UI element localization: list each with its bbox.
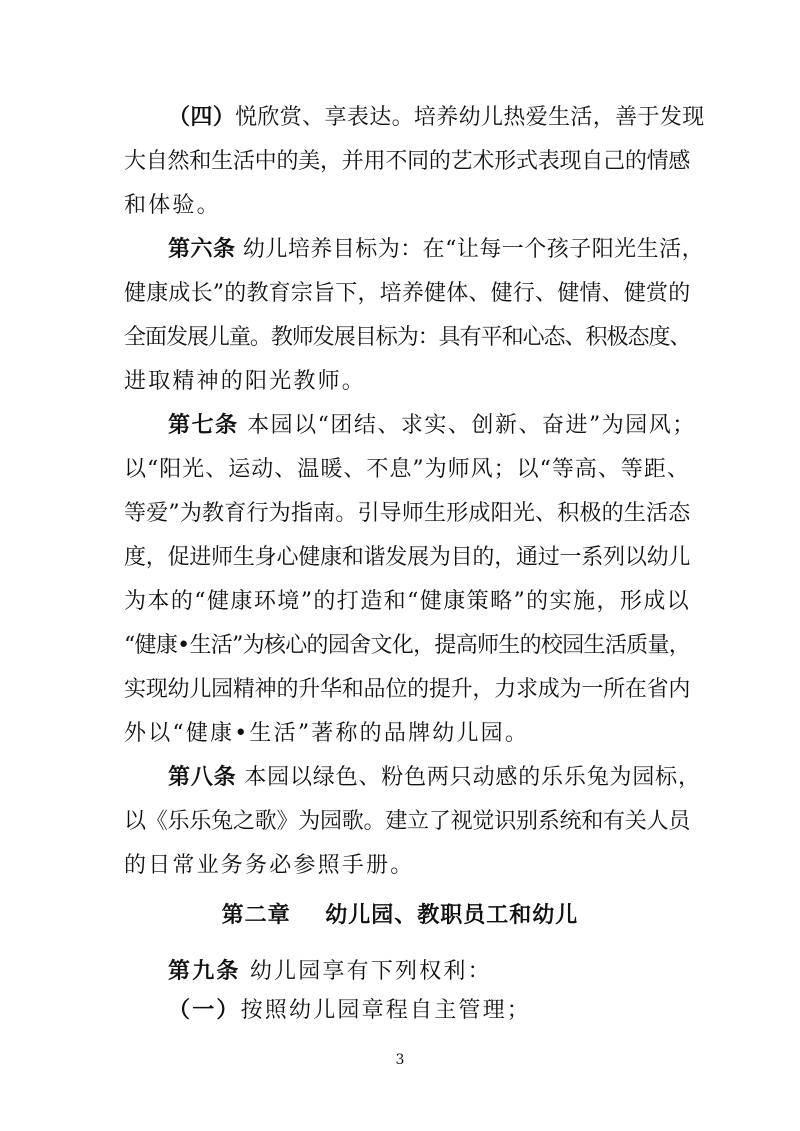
paragraph-text: 按照幼儿园章程自主管理； — [240, 998, 532, 1023]
paragraph-line: 等爱”为教育行为指南。引导师生形成阳光、积极的生活态 — [124, 501, 691, 526]
paragraph-line — [168, 235, 704, 265]
article-heading: 第六条 — [168, 237, 236, 262]
paragraph-text: 幼儿培养目标为：在“让每一个孩子阳光生活， — [242, 237, 705, 262]
paragraph-line — [168, 996, 531, 1026]
paragraph-line — [168, 103, 705, 133]
paragraph-text: 本园以“团结、求实、创新、奋进”为园风； — [247, 413, 696, 438]
paragraph-text: 本园以绿色、粉色两只动感的乐乐兔为园标， — [244, 765, 701, 790]
item-number: （四） — [168, 105, 236, 130]
paragraph-line: 以《乐乐兔之歌》为园歌。建立了视觉识别系统和有关人员 — [124, 809, 691, 834]
article-heading: 第八条 — [168, 765, 237, 790]
chapter-title: 第二章 幼儿园、教职员工和幼儿 — [221, 903, 579, 928]
paragraph-line: 实现幼儿园精神的升华和品位的提升，力求成为一所在省内 — [124, 677, 691, 702]
paragraph-line: 全面发展儿童。教师发展目标为：具有平和心态、积极态度、 — [124, 325, 691, 350]
paragraph-line: 外以“健康•生活”著称的品牌幼儿园。 — [124, 721, 530, 746]
paragraph-line — [168, 411, 696, 441]
paragraph-text: 幼儿园享有下列权利： — [249, 959, 492, 984]
page-number: 3 — [395, 1052, 405, 1068]
article-heading: 第七条 — [168, 413, 239, 438]
paragraph-line: 的日常业务务必参照手册。 — [124, 853, 415, 878]
paragraph-line — [168, 957, 492, 987]
paragraph-line: 大自然和生活中的美，并用不同的艺术形式表现自己的情感 — [124, 149, 691, 174]
paragraph-line: “健康•生活”为核心的园舍文化，提高师生的校园生活质量， — [124, 633, 691, 658]
paragraph-line: 进取精神的阳光教师。 — [124, 369, 367, 394]
paragraph-line — [168, 763, 701, 793]
paragraph-line: 度，促进师生身心健康和谐发展为目的，通过一系列以幼儿 — [124, 545, 691, 570]
paragraph-text: 悦欣赏、享表达。培养幼儿热爱生活，善于发现 — [235, 105, 705, 130]
article-heading: 第九条 — [168, 959, 241, 984]
paragraph-line: 为本的“健康环境”的打造和“健康策略”的实施，形成以 — [124, 589, 691, 614]
paragraph-line: 以“阳光、运动、温暖、不息”为师风；以“等高、等距、 — [124, 457, 690, 482]
paragraph-line: 健康成长”的教育宗旨下，培养健体、健行、健情、健赏的 — [124, 281, 691, 306]
item-number: （一） — [168, 998, 241, 1023]
paragraph-line: 和体验。 — [124, 193, 221, 218]
